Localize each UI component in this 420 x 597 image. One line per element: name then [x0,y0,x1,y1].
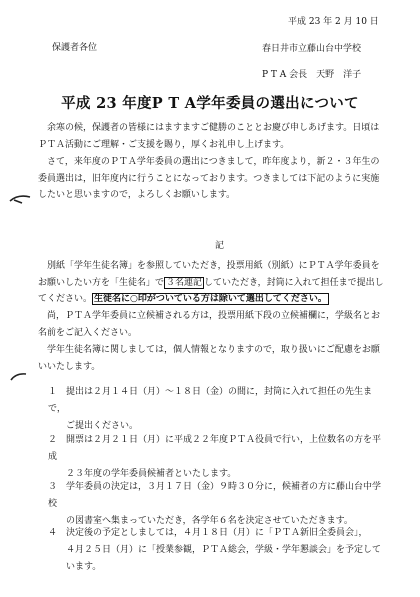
item-2-line-1: 開票は２月２１日（月）に平成２２年度ＰＴＡ役員で行い，上位数名の方を平成 [48,435,382,462]
ki-heading: 記 [215,241,225,251]
intro-p1-text: 余寒の候，保護者の皆様にはますますご健勝のこととお慶び申しあげます。日頃はＰＴＡ活動にご理解・ご支援を賜り，厚くお礼申し上げます。 [38,123,380,150]
intro-p2-text: さて，来年度のＰＴＡ学年委員の選出につきまして，昨年度より，新２・３年生の委員選出は，旧年度内に行うことになっております。つきましては下記のように実施したいと思いますので，よろしくお願いします。 [38,157,380,200]
item-1-line-2: ご提出ください。 [66,421,139,431]
pta-president: P T A 会長 天野 洋子 [262,70,362,80]
item-4-line-2: ４月２５日（月）に「授業参観，ＰＴＡ総会，学級・学年懇談会」を予定して [66,545,382,555]
document-date: 平成 23 年 2 月 10 日 [288,17,379,27]
ballot-text-a: 別紙「学年生徒名簿」を参照していただき，投票用紙（別紙）にＰＴＡ学年委員をお願いしたい方を「生徒名」で [38,261,380,288]
ballot-text-b: していただき，封筒に入れて担任まで提出してください。 [38,277,384,304]
item-2-number: ２ [48,435,58,445]
item-4-number: ４ [48,528,58,538]
list-item-1 [48,384,386,435]
item-3-number: ３ [48,482,58,492]
item-3-line-1: 学年委員の決定は，３月１７日（金）９時３０分に，候補者の方に藤山台中学校 [48,482,382,509]
document-title: 平成 23 年度P T A学年委員の選出について [61,95,359,112]
exclusion-notice: 生徒名に○印がついている方は除いて選出してください。 [94,294,327,304]
privacy-text: 学年生徒名簿に関しましては，個人情報となりますので，取り扱いにご配慮をお願いいたします。 [38,345,380,372]
list-item-3 [48,479,386,530]
intro-paragraph-1 [38,120,388,153]
item-3-line-2: の図書室へ集まっていただき，各学年６名を決定させていただきます。 [66,516,353,526]
candidacy-text: 尚，ＰＴＡ学年委員に立候補される方は，投票用紙下段の立候補欄に，学級名とお名前をご記入ください。 [38,311,381,338]
item-1-number: １ [48,387,58,397]
scan-mark-1 [8,192,34,206]
intro-paragraph-2 [38,154,388,204]
list-item-2 [48,432,386,483]
three-names-box: ３名連記 [166,277,203,288]
ballot-instructions [38,258,388,308]
addressee: 保護者各位 [52,43,98,53]
item-4-line-3: います。 [66,562,102,572]
item-1-line-1: 提出は２月１４日（月）～１８日（金）の間に，封筒に入れて担任の先生まで， [48,387,373,414]
list-item-4 [48,525,386,576]
item-2-line-2: ２３年度の学年委員候補者といたします。 [66,469,237,479]
school-name: 春日井市立藤山台中学校 [262,44,362,54]
privacy-paragraph [38,342,388,375]
scan-mark-2 [8,370,30,384]
item-4-line-1: 決定後の予定としましては，４月１８日（月）に「ＰＴＡ新旧全委員会」， [66,528,368,538]
candidacy-paragraph [38,308,388,341]
